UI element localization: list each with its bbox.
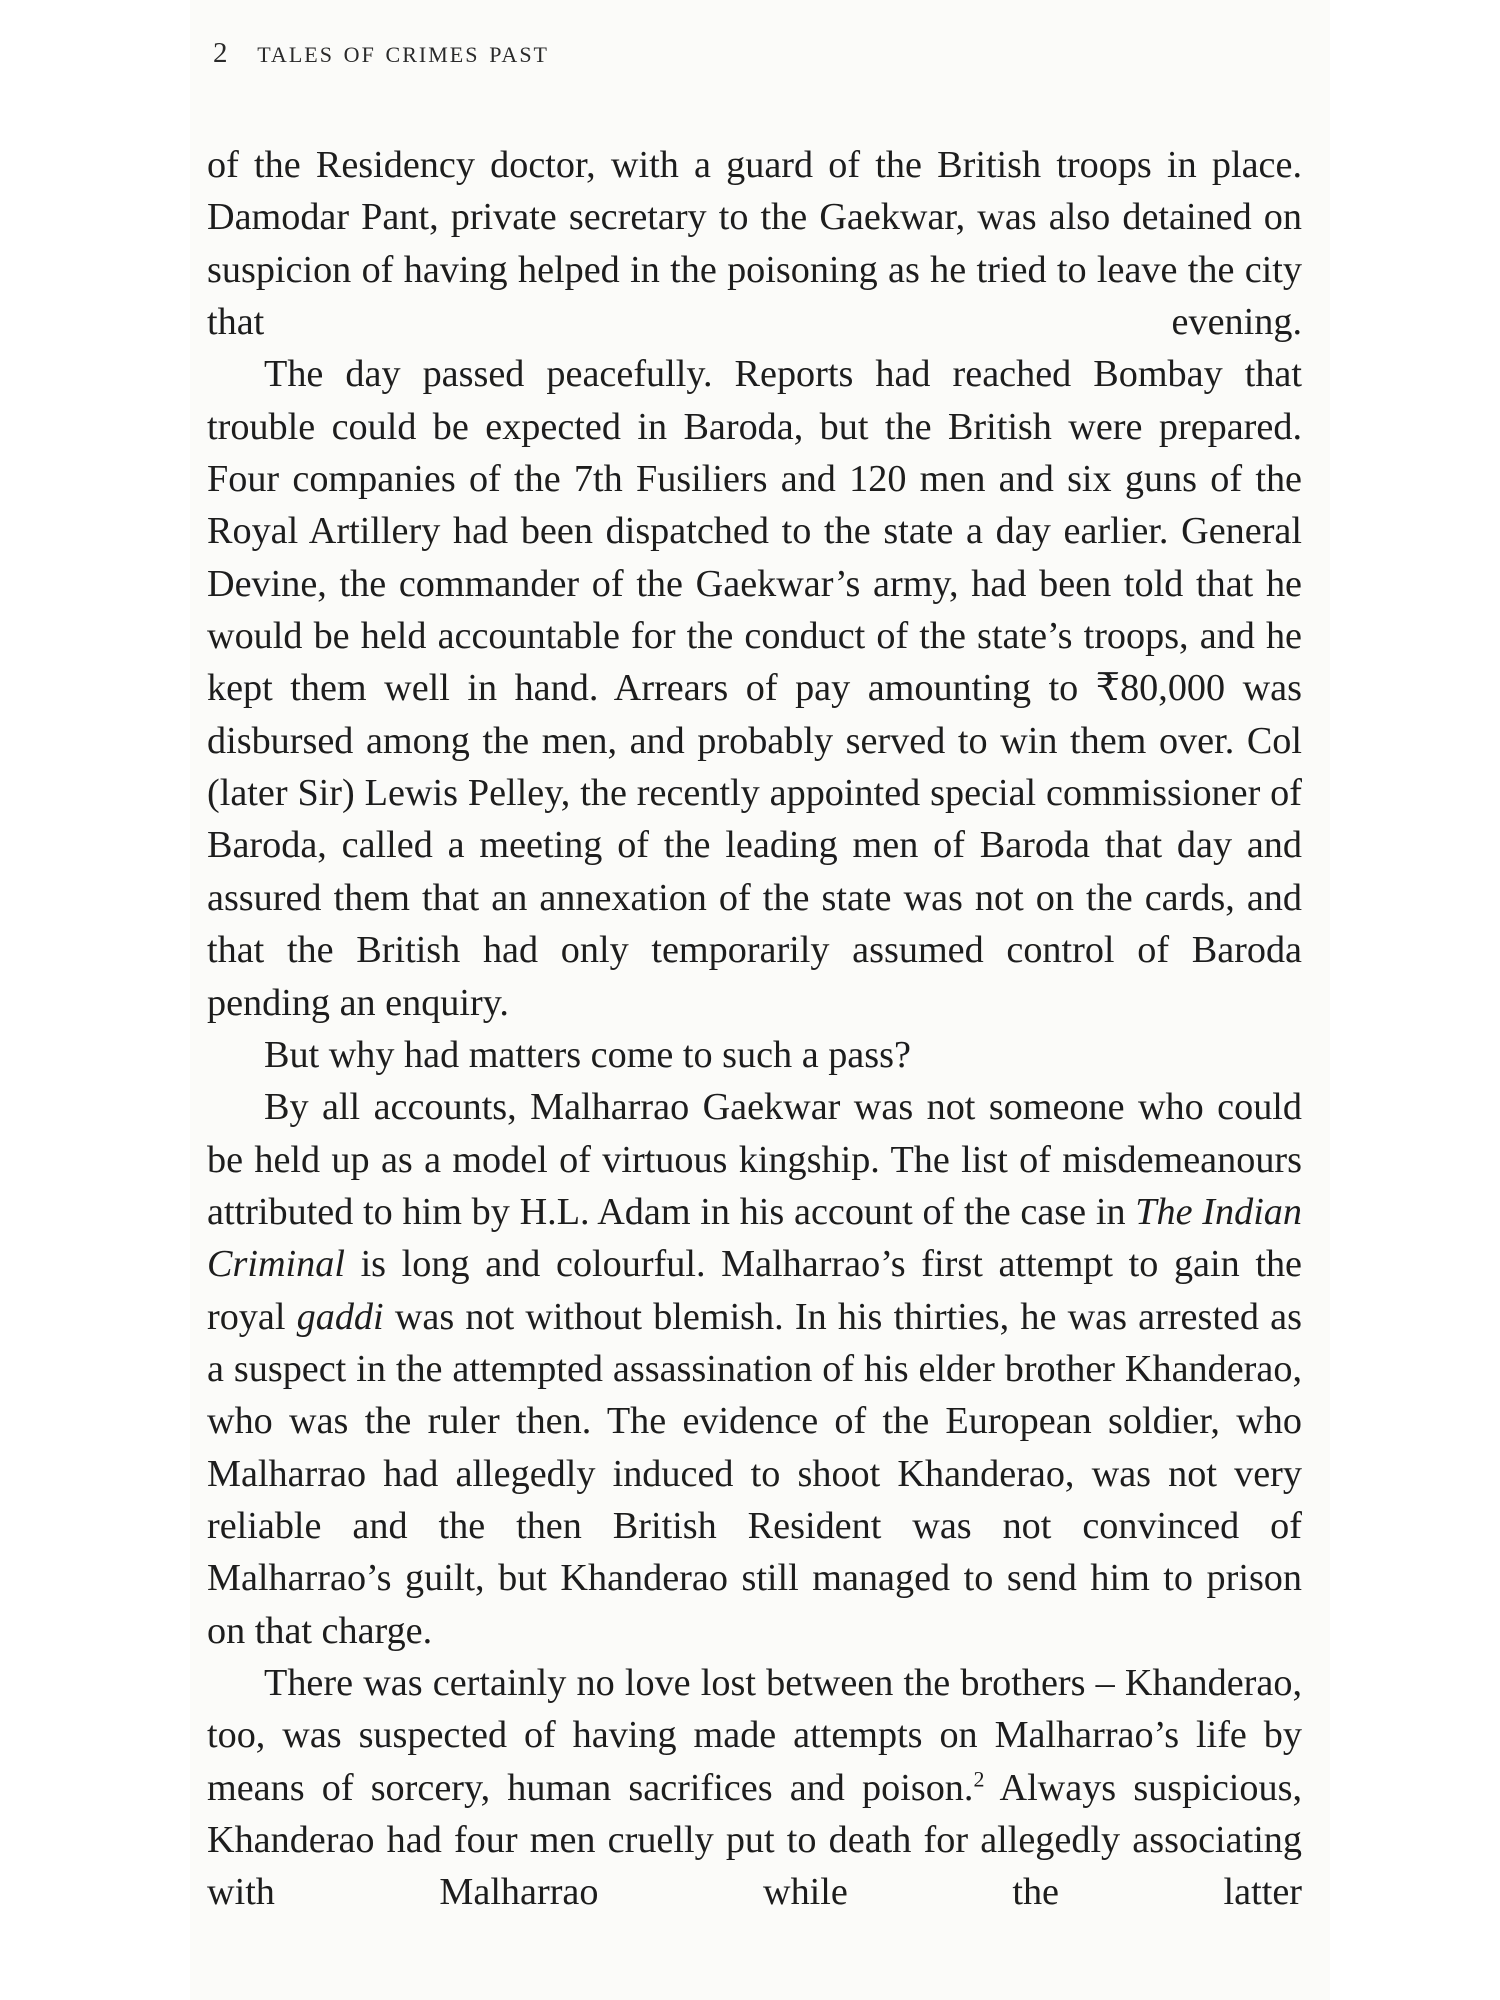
paragraph-4-part-3: was not without blemish. In his thirties, he was arrested as a suspect in the attempted assassination of his elder brother Khanderao, who was the ruler then. The evidence of the European soldier, who Malharrao had allegedly induced to shoot Khanderao, was not very reliable and the then British Resident was not convinced of Malharrao’s guilt, but Khanderao still managed to send him to prison on that charge. [207,1295,1302,1652]
paragraph-1: of the Residency doctor, with a guard of the British troops in place. Damodar Pant, private secretary to the Gaekwar, was also detained on suspicion of having helped in the poisoning as he tried to leave the city that evening. [207,144,1302,344]
paragraph-4-part-2: is long and colourful. Malharrao’s first attempt to gain the royal [207,1243,1302,1338]
running-title: tales of crimes past [257,34,549,69]
paragraph-4 [207,1081,1302,1657]
term-gaddi: gaddi [296,1295,384,1338]
running-head [213,34,549,70]
paragraph-5 [207,1657,1302,1919]
paragraph-2: The day passed peacefully. Reports had reached Bombay that trouble could be expected in Baroda, but the British were prepared. Four companies of the 7th Fusiliers and 120 men and six guns of the Royal Artillery had been dispatched to the state a day earlier. General Devine, the commander of the Gaekwar’s army, had been told that he would be held accountable for the conduct of the state’s troops, and he kept them well in hand. Arrears of pay amounting to ₹80,000 was disbursed among the men, and probably served to win them over. Col (later Sir) Lewis Pelley, the recently appointed special commissioner of Baroda, called a meeting of the leading men of Baroda that day and assured them that an annexation of the state was not on the cards, and that the British had only temporarily assumed control of Baroda pending an enquiry. [207,353,1302,1024]
page-number: 2 [213,37,229,69]
paragraph-5-part-1: There was certainly no love lost between the brothers – Khanderao, too, was suspected of having made attempts on Malharrao’s life by means of sorcery, human sacrifices and poison. [207,1661,1302,1809]
paragraph-3: But why had matters come to such a pass? [264,1033,911,1076]
paragraph-5-part-2: Always suspicious, Khanderao had four men cruelly put to death for allegedly associating with Malharrao while the latter [207,1766,1302,1914]
book-title-the-indian-criminal: The Indian Criminal [207,1190,1302,1286]
body-text [207,139,1302,1919]
paragraph-4-part-1: By all accounts, Malharrao Gaekwar was not someone who could be held up as a model of virtuous kingship. The list of misdemeanours attributed to him by H.L. Adam in his account of the case in [207,1086,1302,1233]
footnote-marker[interactable]: 2 [973,1765,985,1791]
